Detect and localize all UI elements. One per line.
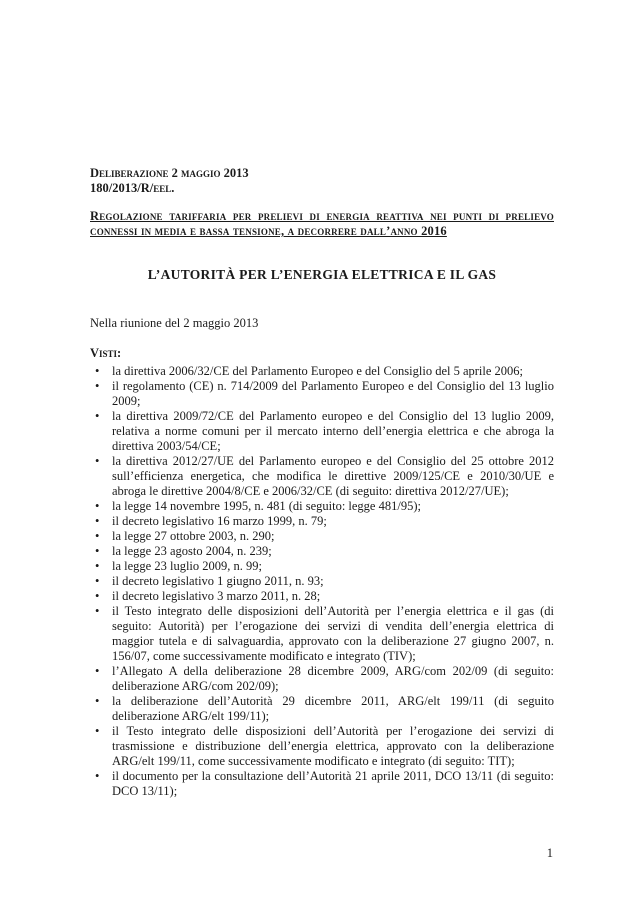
visti-item	[95, 604, 554, 664]
visti-item	[95, 364, 554, 379]
visti-item	[95, 559, 554, 574]
bullet-icon: •	[95, 454, 100, 468]
document-header	[90, 166, 554, 282]
bullet-icon: •	[95, 514, 100, 528]
bullet-icon: •	[95, 499, 100, 513]
meeting-line: Nella riunione del 2 maggio 2013	[90, 316, 259, 330]
authority-title: L’AUTORITÀ PER L’ENERGIA ELETTRICA E IL GAS	[147, 267, 497, 282]
visti-item	[95, 514, 554, 529]
bullet-icon: •	[95, 529, 100, 543]
visti-item-text: il Testo integrato delle disposizioni dell’Autorità per l’erogazione dei servizi di trasmissione e distribuzione dell’energia elettrica, approvato con la deliberazione ARG/elt 199/11, come successivamente modificato e integrato (di seguito: TIT);	[112, 724, 554, 768]
visti-item-text: la deliberazione dell’Autorità 29 dicembre 2011, ARG/elt 199/11 (di seguito deliberazione ARG/elt 199/11);	[112, 694, 554, 723]
visti-item-text: la legge 23 luglio 2009, n. 99;	[112, 559, 262, 573]
visti-item	[95, 694, 554, 724]
visti-item-text: il decreto legislativo 3 marzo 2011, n. 28;	[112, 589, 321, 603]
page-number: 1	[546, 846, 553, 860]
bullet-icon: •	[95, 694, 100, 708]
visti-item	[95, 529, 554, 544]
visti-item	[95, 769, 554, 799]
bullet-icon: •	[95, 604, 100, 618]
visti-item	[95, 499, 554, 514]
visti-item-text: la legge 23 agosto 2004, n. 239;	[112, 544, 272, 558]
visti-heading: Visti:	[90, 346, 122, 360]
bullet-icon: •	[95, 364, 100, 378]
visti-item	[95, 454, 554, 499]
document-content	[90, 166, 554, 799]
visti-item-text: la direttiva 2009/72/CE del Parlamento europeo e del Consiglio del 13 luglio 2009, relativa a norme comuni per il mercato interno dell’energia elettrica e che abroga la direttiva 2003/54/CE;	[112, 409, 554, 453]
deliberation-date: Deliberazione 2 maggio 2013	[90, 166, 249, 180]
bullet-icon: •	[95, 724, 100, 738]
visti-item-text: la legge 14 novembre 1995, n. 481 (di seguito: legge 481/95);	[112, 499, 421, 513]
visti-item-text: il Testo integrato delle disposizioni dell’Autorità per l’energia elettrica e il gas (di seguito: Autorità) per l’erogazione dei servizi di vendita dell’energia elettrica di maggior tutela e di salvaguardia, approvato con la deliberazione 27 giugno 2007, n. 156/07, come successivamente modificato e integrato (TIV);	[112, 604, 554, 663]
bullet-icon: •	[95, 559, 100, 573]
deliberation-number: 180/2013/R/eel.	[90, 181, 175, 195]
visti-item	[95, 379, 554, 409]
visti-item-text: la legge 27 ottobre 2003, n. 290;	[112, 529, 275, 543]
visti-item	[95, 574, 554, 589]
subject-heading: Regolazione tariffaria per prelievi di energia reattiva nei punti di prelievo connessi in media e bassa tensione, a decorrere dall’anno 2016	[90, 209, 554, 238]
visti-item	[95, 664, 554, 694]
visti-item	[95, 724, 554, 769]
visti-item-text: la direttiva 2006/32/CE del Parlamento Europeo e del Consiglio del 5 aprile 2006;	[112, 364, 524, 378]
bullet-icon: •	[95, 409, 100, 423]
bullet-icon: •	[95, 544, 100, 558]
visti-item	[95, 589, 554, 604]
visti-item-text: il regolamento (CE) n. 714/2009 del Parlamento Europeo e del Consiglio del 13 luglio 2009;	[112, 379, 554, 408]
bullet-icon: •	[95, 664, 100, 678]
visti-item-text: l’Allegato A della deliberazione 28 dicembre 2009, ARG/com 202/09 (di seguito: deliberazione ARG/com 202/09);	[112, 664, 554, 693]
visti-item-text: il decreto legislativo 16 marzo 1999, n. 79;	[112, 514, 327, 528]
visti-item-text: il documento per la consultazione dell’Autorità 21 aprile 2011, DCO 13/11 (di seguito: DCO 13/11);	[112, 769, 554, 798]
visti-item-text: il decreto legislativo 1 giugno 2011, n. 93;	[112, 574, 324, 588]
visti-item	[95, 544, 554, 559]
visti-item-text: la direttiva 2012/27/UE del Parlamento europeo e del Consiglio del 25 ottobre 2012 sull’efficienza energetica, che modifica le direttive 2009/125/CE e 2010/30/UE e abroga le direttive 2004/8/CE e 2006/32/CE (di seguito: direttiva 2012/27/UE);	[112, 454, 554, 498]
bullet-icon: •	[95, 769, 100, 783]
visti-list	[90, 364, 554, 799]
bullet-icon: •	[95, 589, 100, 603]
bullet-icon: •	[95, 574, 100, 588]
bullet-icon: •	[95, 379, 100, 393]
visti-item	[95, 409, 554, 454]
